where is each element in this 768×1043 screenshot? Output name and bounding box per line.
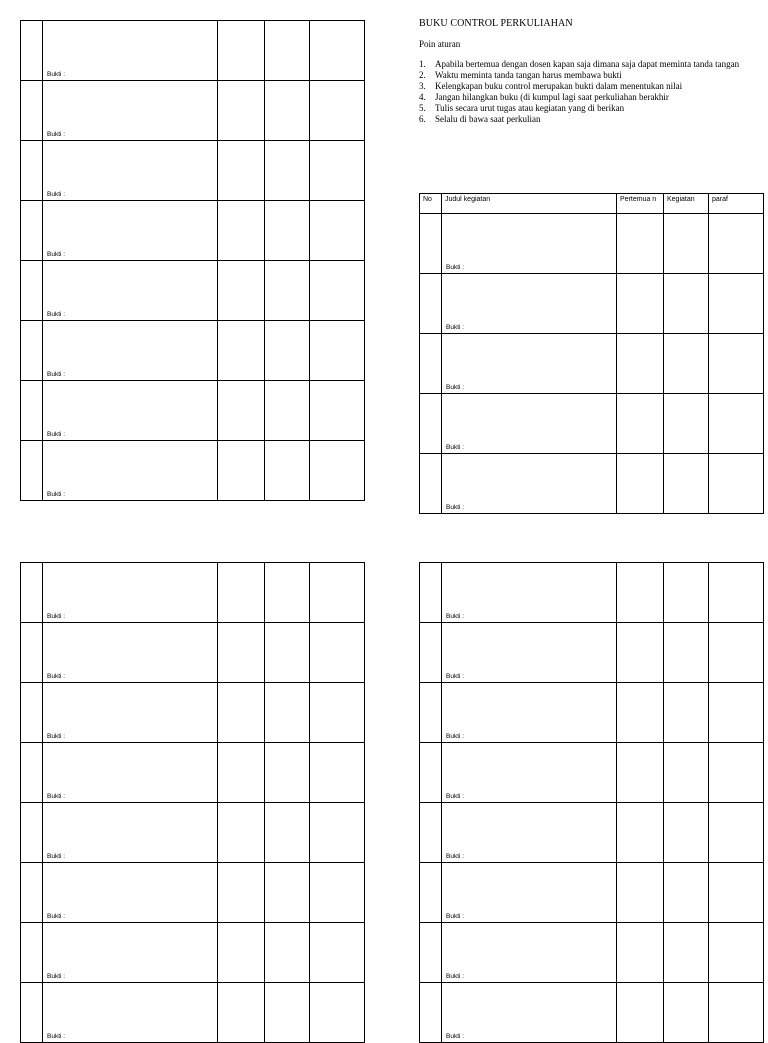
cell-no: [420, 923, 442, 983]
rules-section: [419, 18, 759, 125]
table-row: [21, 743, 365, 803]
cell-kegiatan: [664, 623, 709, 683]
cell-kegiatan: [664, 923, 709, 983]
cell-paraf: [709, 334, 764, 394]
bukti-label: Bukti :: [446, 733, 465, 740]
table-row: [420, 334, 764, 394]
cell-kegiatan: [664, 983, 709, 1043]
bukti-label: Bukti :: [446, 264, 465, 271]
header-paraf: paraf: [709, 194, 764, 214]
cell-paraf: [310, 441, 365, 501]
cell-pertemuan: [218, 261, 265, 321]
cell-paraf: [310, 683, 365, 743]
bukti-label: Bukti :: [446, 1033, 465, 1040]
rules-list: [419, 59, 759, 125]
cell-no: [21, 441, 43, 501]
cell-judul-kegiatan: [43, 381, 218, 441]
cell-no: [420, 743, 442, 803]
cell-kegiatan: [664, 394, 709, 454]
cell-judul-kegiatan: [442, 863, 617, 923]
cell-no: [21, 141, 43, 201]
table-row: [420, 563, 764, 623]
cell-pertemuan: [218, 381, 265, 441]
cell-kegiatan: [265, 743, 310, 803]
bottom-left-table-wrapper: [20, 562, 366, 1040]
cell-judul-kegiatan: [43, 623, 218, 683]
cell-no: [21, 321, 43, 381]
bukti-label: Bukti :: [47, 311, 66, 318]
header-no: No: [420, 194, 442, 214]
cell-kegiatan: [265, 441, 310, 501]
rule-item: 4. Jangan hilangkan buku (di kumpul lagi saat perkuliahan berakhir: [419, 92, 669, 102]
cell-pertemuan: [218, 983, 265, 1043]
cell-paraf: [310, 563, 365, 623]
cell-pertemuan: [218, 81, 265, 141]
table-row: [21, 441, 365, 501]
cell-no: [21, 863, 43, 923]
cell-judul-kegiatan: [442, 923, 617, 983]
cell-judul-kegiatan: [43, 863, 218, 923]
cell-kegiatan: [265, 201, 310, 261]
cell-pertemuan: [617, 923, 664, 983]
table-row: [420, 743, 764, 803]
rules-subtitle: Poin aturan: [419, 39, 461, 49]
cell-pertemuan: [617, 563, 664, 623]
cell-no: [21, 261, 43, 321]
cell-pertemuan: [617, 983, 664, 1043]
cell-kegiatan: [265, 563, 310, 623]
table-row: [21, 141, 365, 201]
cell-pertemuan: [218, 441, 265, 501]
cell-kegiatan: [265, 623, 310, 683]
cell-paraf: [310, 623, 365, 683]
bukti-label: Bukti :: [446, 973, 465, 980]
bukti-label: Bukti :: [446, 444, 465, 451]
cell-no: [21, 21, 43, 81]
cell-paraf: [310, 21, 365, 81]
cell-judul-kegiatan: [442, 803, 617, 863]
cell-kegiatan: [265, 21, 310, 81]
cell-paraf: [709, 454, 764, 514]
table-row: [21, 81, 365, 141]
table-row: [21, 381, 365, 441]
cell-pertemuan: [218, 563, 265, 623]
cell-kegiatan: [265, 261, 310, 321]
bottom-right-table-wrapper: [419, 562, 765, 1040]
table-row: [420, 394, 764, 454]
cell-judul-kegiatan: [43, 563, 218, 623]
activity-table-top-left: [20, 20, 365, 501]
cell-paraf: [310, 863, 365, 923]
cell-kegiatan: [265, 983, 310, 1043]
table-row: [21, 983, 365, 1043]
cell-judul-kegiatan: [43, 81, 218, 141]
table-row: [420, 983, 764, 1043]
bukti-label: Bukti :: [47, 71, 66, 78]
cell-judul-kegiatan: [442, 743, 617, 803]
table-row: [21, 863, 365, 923]
cell-pertemuan: [617, 214, 664, 274]
table-row: [21, 321, 365, 381]
cell-kegiatan: [664, 274, 709, 334]
cell-judul-kegiatan: [442, 274, 617, 334]
cell-no: [420, 683, 442, 743]
bukti-label: Bukti :: [446, 504, 465, 511]
cell-pertemuan: [617, 394, 664, 454]
cell-paraf: [709, 863, 764, 923]
cell-kegiatan: [664, 743, 709, 803]
cell-no: [21, 983, 43, 1043]
bukti-label: Bukti :: [446, 673, 465, 680]
cell-no: [21, 381, 43, 441]
rule-item: 6. Selalu di bawa saat perkulian: [419, 114, 541, 124]
cell-paraf: [310, 201, 365, 261]
table-header-row: [420, 194, 764, 214]
cell-pertemuan: [218, 863, 265, 923]
cell-judul-kegiatan: [43, 261, 218, 321]
cell-kegiatan: [664, 334, 709, 394]
cell-pertemuan: [218, 923, 265, 983]
cell-no: [420, 563, 442, 623]
cell-judul-kegiatan: [442, 683, 617, 743]
bukti-label: Bukti :: [446, 613, 465, 620]
cell-judul-kegiatan: [43, 141, 218, 201]
cell-no: [21, 201, 43, 261]
rule-item: 5. Tulis secara urut tugas atau kegiatan yang di berikan: [419, 103, 625, 113]
cell-pertemuan: [218, 683, 265, 743]
cell-judul-kegiatan: [43, 441, 218, 501]
header-pertemuan: Pertemua n: [617, 194, 664, 214]
cell-pertemuan: [617, 334, 664, 394]
cell-kegiatan: [664, 214, 709, 274]
table-row: [21, 201, 365, 261]
cell-no: [420, 623, 442, 683]
cell-no: [21, 683, 43, 743]
cell-kegiatan: [265, 863, 310, 923]
bukti-label: Bukti :: [446, 913, 465, 920]
cell-no: [21, 743, 43, 803]
cell-no: [420, 983, 442, 1043]
cell-pertemuan: [218, 141, 265, 201]
table-row: [420, 214, 764, 274]
bukti-label: Bukti :: [47, 853, 66, 860]
cell-kegiatan: [664, 863, 709, 923]
cell-judul-kegiatan: [442, 623, 617, 683]
cell-kegiatan: [265, 81, 310, 141]
cell-paraf: [709, 743, 764, 803]
cell-pertemuan: [617, 863, 664, 923]
cell-paraf: [709, 214, 764, 274]
cell-paraf: [310, 803, 365, 863]
table-row: [21, 923, 365, 983]
cell-no: [420, 214, 442, 274]
cell-kegiatan: [265, 141, 310, 201]
cell-pertemuan: [617, 743, 664, 803]
table-row: [21, 803, 365, 863]
cell-pertemuan: [218, 321, 265, 381]
cell-judul-kegiatan: [43, 201, 218, 261]
bukti-label: Bukti :: [47, 431, 66, 438]
table-row: [21, 261, 365, 321]
rule-item: 3. Kelengkapan buku control merupakan bukti dalam menentukan nilai: [419, 81, 683, 91]
cell-judul-kegiatan: [43, 21, 218, 81]
cell-judul-kegiatan: [442, 983, 617, 1043]
cell-pertemuan: [218, 21, 265, 81]
cell-judul-kegiatan: [442, 394, 617, 454]
bukti-label: Bukti :: [47, 973, 66, 980]
cell-kegiatan: [265, 923, 310, 983]
bukti-label: Bukti :: [47, 613, 66, 620]
header-judul-kegiatan: Judul kegiatan: [442, 194, 617, 214]
cell-paraf: [709, 623, 764, 683]
activity-table-bottom-left: [20, 562, 365, 1043]
cell-pertemuan: [617, 623, 664, 683]
cell-pertemuan: [218, 623, 265, 683]
cell-paraf: [709, 923, 764, 983]
cell-pertemuan: [617, 274, 664, 334]
cell-paraf: [310, 321, 365, 381]
bukti-label: Bukti :: [47, 673, 66, 680]
activity-table-top-right: [419, 193, 764, 514]
cell-judul-kegiatan: [43, 923, 218, 983]
table-row: [420, 274, 764, 334]
table-row: [420, 623, 764, 683]
table-row: [420, 683, 764, 743]
cell-paraf: [709, 683, 764, 743]
cell-pertemuan: [218, 201, 265, 261]
bukti-label: Bukti :: [47, 251, 66, 258]
cell-judul-kegiatan: [442, 563, 617, 623]
bukti-label: Bukti :: [446, 853, 465, 860]
page-title: BUKU CONTROL PERKULIAHAN: [419, 18, 573, 29]
bukti-label: Bukti :: [47, 491, 66, 498]
cell-paraf: [310, 381, 365, 441]
bukti-label: Bukti :: [47, 191, 66, 198]
cell-paraf: [709, 274, 764, 334]
cell-kegiatan: [265, 321, 310, 381]
bukti-label: Bukti :: [47, 913, 66, 920]
bukti-label: Bukti :: [446, 324, 465, 331]
table-row: [420, 863, 764, 923]
activity-table-bottom-right: [419, 562, 764, 1043]
rule-item: 2. Waktu meminta tanda tangan harus membawa bukti: [419, 70, 622, 80]
cell-pertemuan: [218, 743, 265, 803]
cell-no: [420, 863, 442, 923]
cell-no: [420, 274, 442, 334]
cell-paraf: [310, 743, 365, 803]
bukti-label: Bukti :: [446, 384, 465, 391]
cell-paraf: [310, 261, 365, 321]
table-row: [21, 563, 365, 623]
cell-judul-kegiatan: [43, 983, 218, 1043]
bukti-label: Bukti :: [47, 1033, 66, 1040]
cell-paraf: [310, 923, 365, 983]
cell-kegiatan: [664, 803, 709, 863]
table-row: [21, 21, 365, 81]
table-row: [21, 683, 365, 743]
table-row: [21, 623, 365, 683]
bukti-label: Bukti :: [47, 131, 66, 138]
bukti-label: Bukti :: [446, 793, 465, 800]
cell-judul-kegiatan: [43, 743, 218, 803]
cell-kegiatan: [664, 563, 709, 623]
cell-pertemuan: [218, 803, 265, 863]
cell-judul-kegiatan: [442, 214, 617, 274]
bukti-label: Bukti :: [47, 733, 66, 740]
cell-pertemuan: [617, 454, 664, 514]
cell-pertemuan: [617, 683, 664, 743]
cell-kegiatan: [664, 454, 709, 514]
cell-no: [420, 454, 442, 514]
cell-kegiatan: [265, 381, 310, 441]
table-row: [420, 803, 764, 863]
cell-judul-kegiatan: [43, 803, 218, 863]
cell-paraf: [310, 81, 365, 141]
table-row: [420, 923, 764, 983]
cell-judul-kegiatan: [442, 454, 617, 514]
cell-paraf: [709, 394, 764, 454]
cell-kegiatan: [265, 683, 310, 743]
cell-no: [21, 623, 43, 683]
bukti-label: Bukti :: [47, 371, 66, 378]
cell-judul-kegiatan: [442, 334, 617, 394]
cell-no: [21, 803, 43, 863]
cell-kegiatan: [265, 803, 310, 863]
header-kegiatan: Kegiatan: [664, 194, 709, 214]
cell-no: [21, 563, 43, 623]
cell-paraf: [709, 983, 764, 1043]
cell-no: [21, 923, 43, 983]
cell-paraf: [310, 141, 365, 201]
cell-paraf: [709, 803, 764, 863]
cell-judul-kegiatan: [43, 321, 218, 381]
cell-no: [21, 81, 43, 141]
bukti-label: Bukti :: [47, 793, 66, 800]
cell-kegiatan: [664, 683, 709, 743]
cell-paraf: [709, 563, 764, 623]
cell-paraf: [310, 983, 365, 1043]
cell-no: [420, 394, 442, 454]
table-row: [420, 454, 764, 514]
rule-item: 1. Apabila bertemua dengan dosen kapan saja dimana saja dapat meminta tanda tangan: [419, 59, 740, 69]
cell-judul-kegiatan: [43, 683, 218, 743]
cell-no: [420, 334, 442, 394]
cell-no: [420, 803, 442, 863]
cell-pertemuan: [617, 803, 664, 863]
